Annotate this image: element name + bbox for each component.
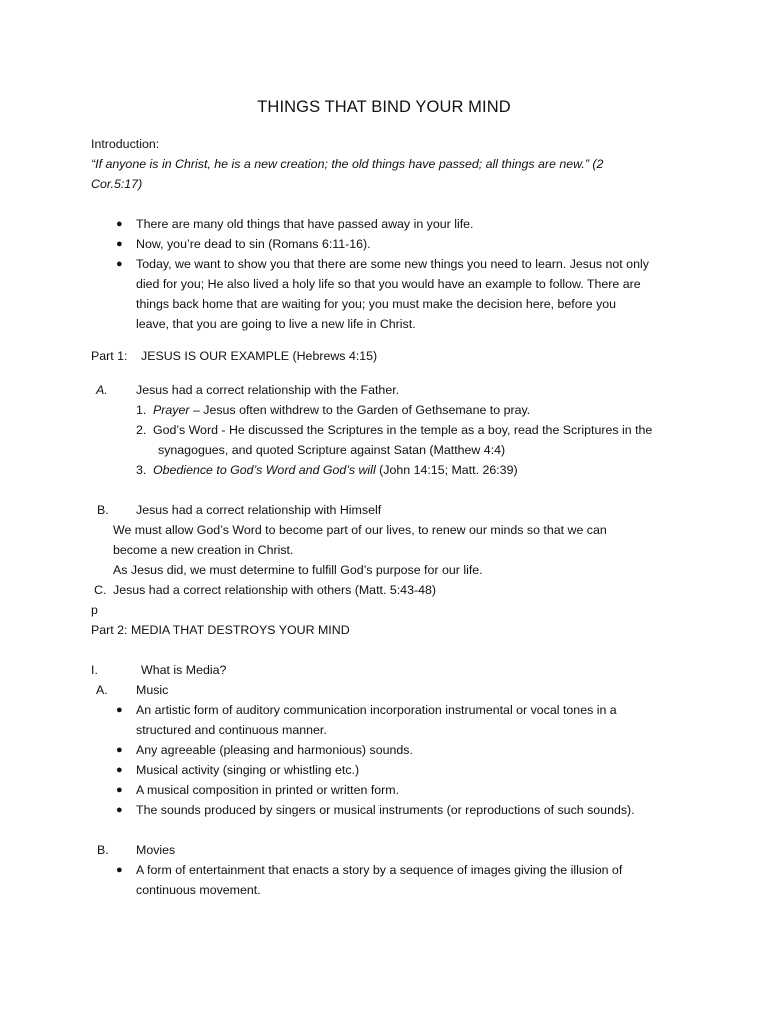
intro-quote-line2: Cor.5:17) (91, 177, 143, 191)
part1-b-line: become a new creation in Christ. (113, 543, 294, 557)
part2-b-marker: B. (97, 843, 109, 857)
part1-a-item-2-line1: God’s Word - He discussed the Scriptures in the temple as a boy, read the Scriptures in the (153, 423, 653, 437)
movies-bullet-text: A form of entertainment that enacts a story by a sequence of images giving the illusion of (136, 863, 623, 877)
bullet-icon: ● (116, 744, 123, 756)
bullet-icon: ● (116, 258, 123, 270)
part2-a-text: Music (136, 683, 169, 697)
music-bullet-text: A musical composition in printed or written form. (136, 783, 400, 797)
part2-a-marker: A. (96, 683, 108, 697)
part1-b-marker: B. (97, 503, 109, 517)
item-rest: – Jesus often withdrew to the Garden of Gethsemane to pray. (189, 403, 531, 417)
part1-c-marker: C. (94, 583, 107, 597)
part1-c-text: Jesus had a correct relationship with others (Matt. 5:43-48) (113, 583, 436, 597)
part1-b-line: We must allow God’s Word to become part of our lives, to renew our minds so that we can (113, 523, 607, 537)
movies-bullet-text: continuous movement. (136, 883, 261, 897)
part1-b-text: Jesus had a correct relationship with Himself (136, 503, 382, 517)
bullet-icon: ● (116, 784, 123, 796)
intro-heading: Introduction: (91, 137, 160, 151)
intro-bullet-text: Now, you’re dead to sin (Romans 6:11-16). (136, 237, 371, 251)
bullet-icon: ● (116, 864, 123, 876)
bullet-icon: ● (116, 764, 123, 776)
intro-bullet-text: leave, that you are going to live a new life in Christ. (136, 317, 416, 331)
part1-a-item-1 (153, 400, 530, 420)
part1-label: Part 1: (91, 349, 128, 363)
intro-bullet-text: died for you; He also lived a holy life so that you would have an example to follow. There are (136, 277, 641, 291)
intro-bullet-text: There are many old things that have passed away in your life. (136, 217, 474, 231)
part2-b-text: Movies (136, 843, 176, 857)
part2-i-marker: I. (91, 663, 98, 677)
intro-bullet-text: Today, we want to show you that there are some new things you need to learn. Jesus not only (136, 257, 649, 271)
music-bullet-text: Any agreeable (pleasing and harmonious) sounds. (136, 743, 413, 757)
list-number: 1. (136, 403, 147, 417)
part1-heading: JESUS IS OUR EXAMPLE (Hebrews 4:15) (141, 349, 378, 363)
intro-quote-line1: “If anyone is in Christ, he is a new creation; the old things have passed; all things are new.” (2 (91, 157, 604, 171)
stray-character: p (91, 603, 98, 617)
part2-heading: Part 2: MEDIA THAT DESTROYS YOUR MIND (91, 623, 350, 637)
list-number: 2. (136, 423, 147, 437)
item-emphasis: Obedience to God’s Word and God’s will (153, 463, 376, 477)
music-bullet-text: Musical activity (singing or whistling etc.) (136, 763, 360, 777)
part1-a-text: Jesus had a correct relationship with the Father. (136, 383, 400, 397)
part1-a-item-2-line2: synagogues, and quoted Scripture against Satan (Matthew 4:4) (158, 443, 506, 457)
part1-b-line: As Jesus did, we must determine to fulfill God’s purpose for our life. (113, 563, 483, 577)
part1-a-item-3 (153, 460, 518, 480)
bullet-icon: ● (116, 238, 123, 250)
bullet-icon: ● (116, 804, 123, 816)
intro-bullet-text: things back home that are waiting for you; you must make the decision here, before you (136, 297, 617, 311)
music-bullet-text: An artistic form of auditory communication incorporation instrumental or vocal tones in a (136, 703, 617, 717)
music-bullet-text: The sounds produced by singers or musical instruments (or reproductions of such sounds). (136, 803, 635, 817)
music-bullet-text: structured and continuous manner. (136, 723, 327, 737)
bullet-icon: ● (116, 704, 123, 716)
bullet-icon: ● (116, 218, 123, 230)
part2-i-text: What is Media? (141, 663, 227, 677)
list-number: 3. (136, 463, 147, 477)
document-title: THINGS THAT BIND YOUR MIND (257, 98, 511, 116)
item-rest: (John 14:15; Matt. 26:39) (375, 463, 518, 477)
item-emphasis: Prayer (153, 403, 190, 417)
part1-a-marker: A. (96, 383, 108, 397)
